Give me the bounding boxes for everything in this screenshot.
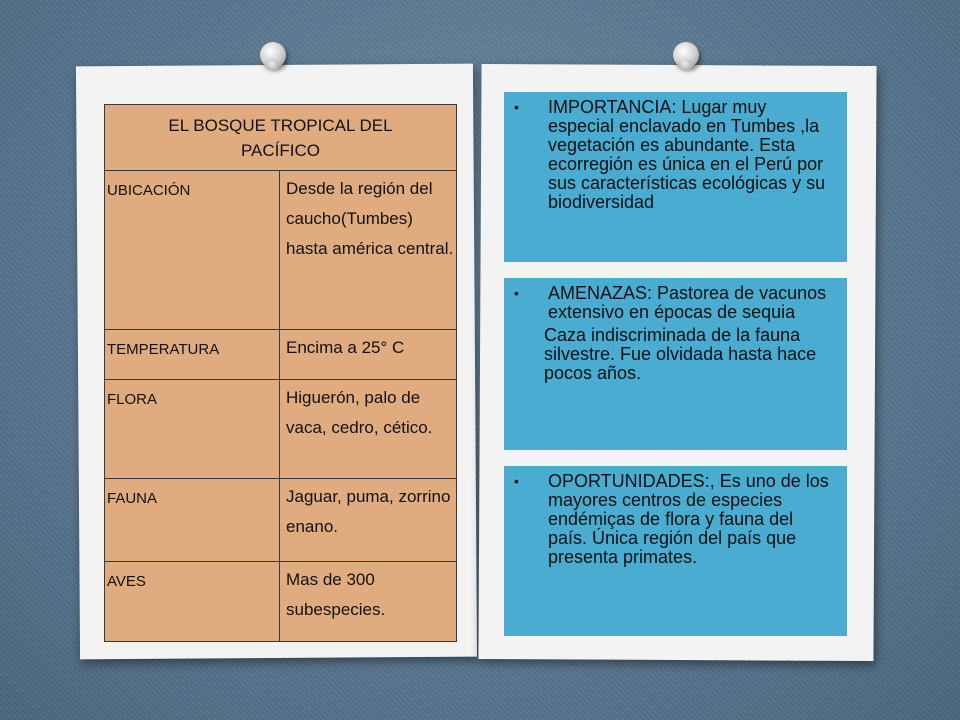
table-row <box>105 171 456 330</box>
row-label: AVES <box>105 562 280 641</box>
threats-text: AMENAZAS: Pastorea de vacunos extensivo en épocas de sequia <box>548 283 827 322</box>
list-item <box>514 472 833 567</box>
row-value: Mas de 300 subespecies. <box>286 570 386 619</box>
pushpin-icon <box>260 42 286 68</box>
bullet-icon: • <box>514 99 519 115</box>
opportunities-text: OPORTUNIDADES:, Es uno de los mayores centros de especies endémiças de flora y fauna del país. Única región del país que presenta primates. <box>548 471 829 567</box>
forest-info-table <box>104 104 457 642</box>
row-value: Encima a 25° C <box>286 338 405 357</box>
list-item <box>514 98 833 212</box>
opportunities-box <box>504 466 847 636</box>
row-label: UBICACIÓN <box>105 171 280 329</box>
table-title: EL BOSQUE TROPICAL DEL PACÍFICO <box>105 105 456 171</box>
row-label: FLORA <box>105 380 280 478</box>
bullet-icon: • <box>514 285 519 301</box>
importance-text: IMPORTANCIA: Lugar muy especial enclavado en Tumbes ,la vegetación es abundante. Esta ecorregión es única en el Perú por sus características ecológicas y su biodiversidad <box>548 97 826 212</box>
threats-box <box>504 278 847 450</box>
table-row <box>105 479 456 562</box>
bullet-icon: • <box>514 473 519 489</box>
table-row <box>105 562 456 641</box>
pushpin-icon <box>673 42 699 68</box>
row-value: Jaguar, puma, zorrino enano. <box>286 487 451 536</box>
threats-continuation: Caza indiscriminada de la fauna silvestre. Fue olvidada hasta hace pocos años. <box>544 325 817 383</box>
row-value: Desde la región del caucho(Tumbes) hasta américa central. <box>286 179 454 258</box>
list-item <box>514 284 833 322</box>
row-label: FAUNA <box>105 479 280 561</box>
row-label: TEMPERATURA <box>105 330 280 379</box>
table-row <box>105 330 456 380</box>
importance-box <box>504 92 847 262</box>
row-value: Higuerón, palo de vaca, cedro, cético. <box>286 388 433 437</box>
table-row <box>105 380 456 479</box>
